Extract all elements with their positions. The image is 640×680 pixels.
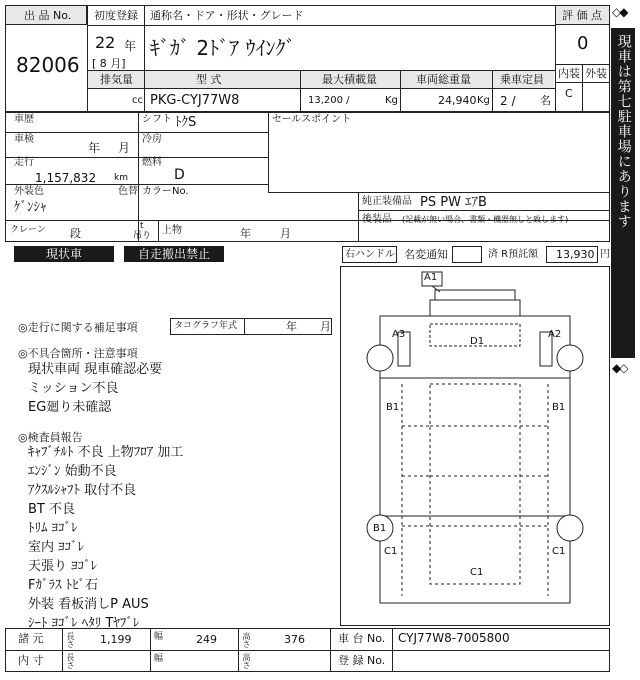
diagram-label-a2: A2 <box>548 329 562 340</box>
inspector-item: ｱｸｽﾙｼｬﾌﾄ 取付不良 <box>28 483 137 498</box>
inner-label: 内 寸 <box>18 654 44 667</box>
inner-length-label: 長さ <box>66 653 75 669</box>
vin: CYJ77W8-7005800 <box>398 631 510 645</box>
color-code-label: カラーNo. <box>142 186 189 197</box>
side-top-mark: ◇◆ <box>612 5 627 19</box>
inspection-year: 年 <box>88 141 101 155</box>
inspector-item: ｴﾝｼﾞﾝ 始動不良 <box>28 464 117 479</box>
inspection-month: 月 <box>118 141 131 155</box>
divider <box>144 70 145 112</box>
inspector-item: Fｶﾞﾗｽ ﾄﾋﾞ石 <box>28 578 99 593</box>
defects-title: ◎不具合箇所・注意事項 <box>18 347 138 360</box>
shift: ﾄｸS <box>175 115 197 130</box>
inspector-item: 室内 ﾖｺﾞﾚ <box>28 540 85 555</box>
equipment: PS PW ｴｱB <box>420 195 487 210</box>
displacement-unit: cc <box>132 95 143 106</box>
rear-right-wheel <box>557 515 583 541</box>
first-reg-month: [ 8 月] <box>92 57 126 70</box>
crane-t: t <box>140 221 144 231</box>
divider <box>87 88 555 89</box>
recycle-amount: 13,930 <box>556 248 595 261</box>
divider <box>330 628 331 672</box>
diagram-label-d1: D1 <box>470 336 485 347</box>
inspector-item: 外装 看板消しP AUS <box>28 597 149 612</box>
inspector-item: BT 不良 <box>28 502 75 517</box>
inner-width-label: 幅 <box>154 654 164 664</box>
max-load: 13,200 / <box>308 95 350 106</box>
capacity: 2 / <box>500 94 516 108</box>
max-load-unit: Kg <box>385 95 398 106</box>
inspector-item: ｷｬﾌﾞﾁﾙﾄ 不良 上物ﾌﾛｱ 加工 <box>28 445 184 460</box>
divider <box>268 112 269 192</box>
divider <box>138 132 268 133</box>
height-label: 高さ <box>242 632 251 648</box>
divider <box>62 628 63 672</box>
mileage-unit: km <box>114 173 128 183</box>
divider <box>238 628 239 672</box>
cab-front-bumper <box>435 290 515 300</box>
side-banner-text: 現車は第七駐車場にあります <box>615 34 632 229</box>
color-no-label: 色替 <box>118 186 138 197</box>
color: ｹﾞﾝｼｬ <box>14 200 47 215</box>
width: 249 <box>196 633 217 646</box>
crane-label: クレーン <box>10 225 46 235</box>
model-name: ｷﾞｶﾞ 2ﾄﾞｱ ｳｲﾝｸﾞ <box>150 36 296 60</box>
color-label: 外装色 <box>14 186 44 197</box>
divider <box>138 184 139 220</box>
name-change-label: 名変通知 <box>404 248 448 261</box>
dims-label: 諸 元 <box>18 632 44 645</box>
cab-body <box>380 316 570 378</box>
specs-header <box>88 71 554 88</box>
divider <box>150 628 151 672</box>
capacity-unit: 名 <box>540 94 551 107</box>
aftermarket-label: 後装品 <box>362 214 392 225</box>
model-type-label: 型 式 <box>196 73 222 86</box>
cab-roof <box>430 300 520 316</box>
lot-no: 82006 <box>16 53 80 77</box>
divider <box>400 70 401 112</box>
aftermarket-note: (記載が無い場合、書類・機器無しと致します) <box>402 215 569 224</box>
divider <box>5 650 610 651</box>
divider <box>492 70 493 112</box>
diagram-label-b1-right: B1 <box>552 402 566 413</box>
model-type: PKG-CYJ77W8 <box>150 93 240 108</box>
width-label: 幅 <box>154 632 164 642</box>
inspector-item: ｼｰﾄ ﾖｺﾞﾚ ﾍﾀﾘ Tﾔﾌﾞﾚ <box>28 616 140 631</box>
inner-height-label: 高さ <box>242 653 251 669</box>
divider <box>268 192 610 193</box>
fuel: D <box>174 167 185 183</box>
upper-year: 年 <box>240 227 251 240</box>
score: 0 <box>577 33 589 54</box>
diagram-label-b1-left: B1 <box>386 402 400 413</box>
diagram-label-a3: A3 <box>392 329 406 340</box>
divider <box>5 132 138 133</box>
tachograph-year: 年 <box>286 320 297 333</box>
upper-label: 上物 <box>162 225 182 236</box>
divider <box>87 25 555 26</box>
upper-month: 月 <box>280 227 291 240</box>
diagram-label-a1: A1 <box>424 272 438 283</box>
diagram-label-b1-wheel: B1 <box>373 523 387 534</box>
inspection-label: 車検 <box>14 134 34 145</box>
side-banner <box>611 28 635 358</box>
crane-hanging: 吊り <box>133 231 152 241</box>
gross-weight-unit: Kg <box>477 95 490 106</box>
divider <box>158 220 159 242</box>
as-is-badge: 現状車 <box>14 246 114 262</box>
diagram-label-c1-left: C1 <box>384 546 398 557</box>
shift-label: シフト <box>142 114 172 125</box>
first-reg-label: 初度登録 <box>94 9 138 22</box>
divider <box>87 5 88 112</box>
equipment-label: 純正装備品 <box>362 196 412 207</box>
name-change-box <box>452 246 482 263</box>
tachograph-label: タコグラフ年式 <box>174 321 238 331</box>
inspector-item: ﾄﾘﾑ ﾖｺﾞﾚ <box>28 521 78 536</box>
front-left-wheel <box>367 345 393 371</box>
history-label: 車歴 <box>14 114 34 125</box>
length-label: 長さ <box>66 632 75 648</box>
diagram-label-c1-right: C1 <box>552 546 566 557</box>
divider <box>582 64 583 112</box>
defect-item: EG廻り未確認 <box>28 400 112 415</box>
tachograph-month: 月 <box>320 320 331 333</box>
ac-label: 冷房 <box>142 134 162 145</box>
recycle-label: 済 R預託額 <box>488 249 539 260</box>
length: 1,199 <box>100 633 132 646</box>
capacity-label: 乗車定員 <box>500 73 544 86</box>
height: 376 <box>284 633 305 646</box>
divider <box>300 70 301 112</box>
divider <box>5 157 268 158</box>
fuel-label: 燃料 <box>142 157 162 168</box>
diagram-label-c1-bottom: C1 <box>470 567 484 578</box>
mileage: 1,157,832 <box>35 171 97 185</box>
gross-weight: 24,940 <box>438 94 477 107</box>
no-self-drive-badge: 自走搬出禁止 <box>124 246 224 262</box>
defect-item: 現状車両 現車確認必要 <box>28 362 163 377</box>
inspector-title: ◎検査員報告 <box>18 431 83 444</box>
supplement-title: ◎走行に関する補足事項 <box>18 321 138 334</box>
divider <box>358 192 359 242</box>
divider <box>244 318 245 335</box>
mileage-label: 走行 <box>14 157 34 168</box>
divider <box>392 628 393 672</box>
side-bottom-mark: ◆◇ <box>612 361 627 375</box>
interior-score: C <box>565 87 573 100</box>
displacement-label: 排気量 <box>100 73 133 86</box>
inspector-item: 天張り ﾖｺﾞﾚ <box>28 559 98 574</box>
model-name-label: 通称名・ドア・形状・グレード <box>150 9 304 22</box>
lot-no-label: 出 品 No. <box>24 9 72 22</box>
crane-stage: 段 <box>70 227 81 240</box>
defect-item: ミッション不良 <box>28 381 119 396</box>
first-reg-year-unit: 年 <box>124 39 137 53</box>
exterior-label: 外装 <box>585 67 607 80</box>
front-right-wheel <box>557 345 583 371</box>
right-hand-label: 右ハンドル <box>345 249 395 260</box>
recycle-unit: 円 <box>600 249 610 260</box>
interior-label: 内装 <box>558 67 580 80</box>
first-reg-year: 22 <box>95 33 116 52</box>
divider <box>144 5 145 70</box>
reg-no-label: 登 録 No. <box>338 654 386 667</box>
score-label: 評 価 点 <box>562 9 602 22</box>
sales-point-label: セールスポイント <box>272 114 352 125</box>
vin-label: 車 台 No. <box>338 632 386 645</box>
max-load-label: 最大積載量 <box>322 73 377 86</box>
gross-weight-label: 車両総重量 <box>416 73 471 86</box>
cargo-floor <box>430 384 520 584</box>
divider <box>555 82 610 83</box>
divider <box>358 210 610 211</box>
